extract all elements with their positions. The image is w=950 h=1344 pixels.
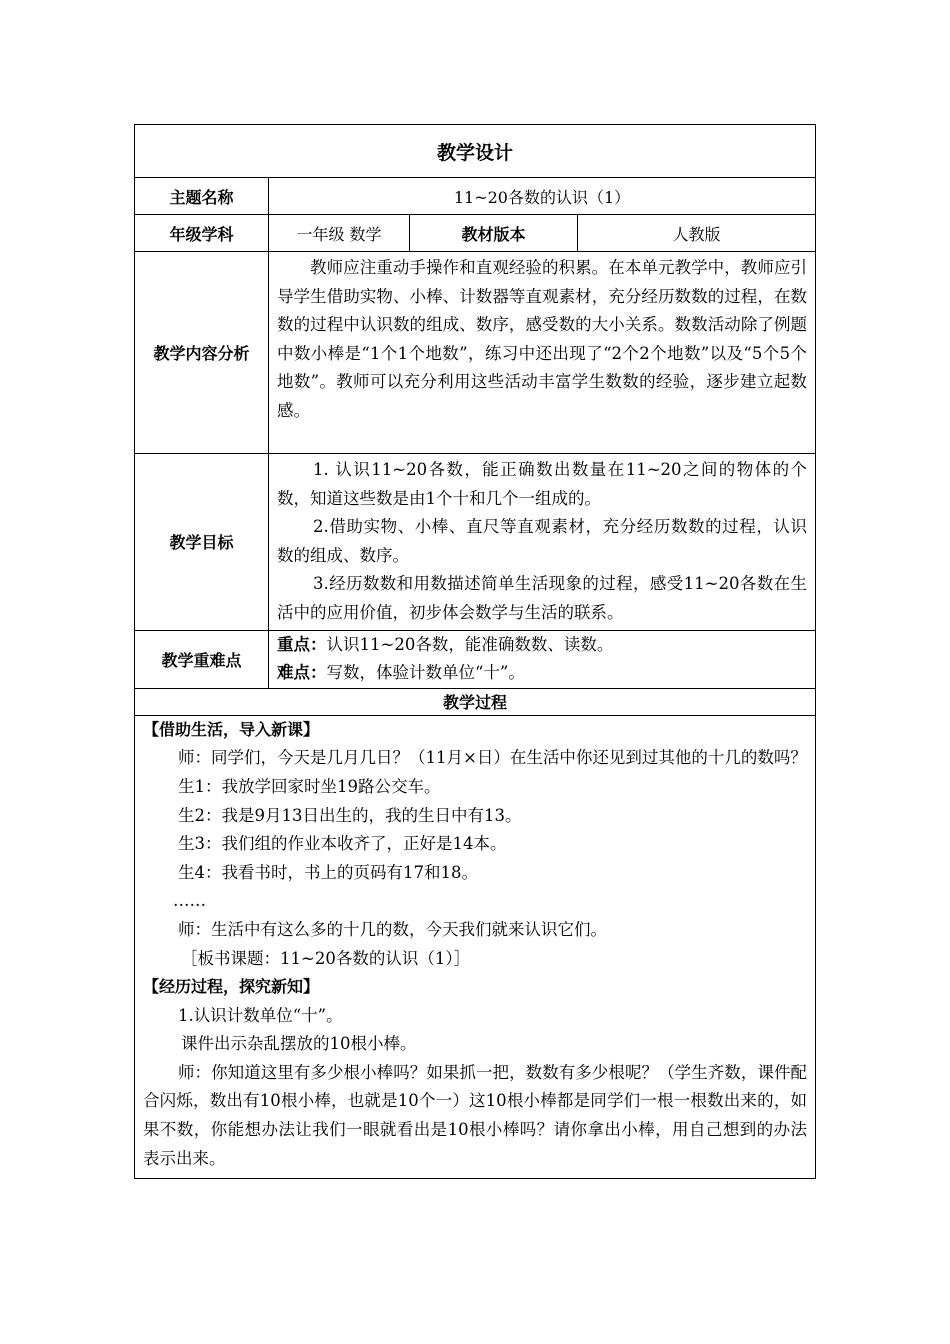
goal-item-1: 1. 认识11~20各数，能正确数出数量在11~20之间的物体的个数，知道这些数是由1个十和几个一组成的。: [277, 460, 808, 508]
edition-label: 教材版本: [410, 215, 578, 252]
section2-title: 【经历过程，探究新知】: [143, 977, 320, 997]
student-answer-3: 生3：我们组的作业本收齐了，正好是14本。: [178, 834, 507, 854]
ellipsis: ……: [173, 891, 206, 911]
key-text: 认识11~20各数，能准确数数、读数。: [326, 634, 614, 654]
goals-cell: [269, 454, 816, 631]
goal-item-3: 3.经历数数和用数描述简单生活现象的过程，感受11~20各数在生活中的应用价值，初步体会数学与生活的联系。: [277, 574, 808, 622]
teacher-question-2: 师：你知道这里有多少根小棒吗？如果抓一把，数数有多少根呢？（学生齐数，课件配合闪烁，数出有10根小棒，也就是10个一）这10根小棒都是同学们一根一根数出来的，如果不数，你能想办法让我们一眼就看出是10根小棒吗？请你拿出小棒，用自己想到的办法表示出来。: [143, 1062, 808, 1168]
topic-value: 11~20各数的认识（1）: [269, 178, 816, 215]
section1-title: 【借助生活，导入新课】: [143, 719, 320, 739]
courseware-text: 课件出示杂乱摆放的10根小棒。: [181, 1034, 417, 1054]
step-1: 1.认识计数单位“十”。: [178, 1005, 343, 1025]
student-answer-1: 生1：我放学回家时坐19路公交车。: [178, 776, 441, 796]
difficult-point: [277, 659, 807, 688]
difficult-text: 写数，体验计数单位“十”。: [326, 663, 525, 683]
grade-value: 一年级 数学: [269, 215, 410, 252]
topic-label: 主题名称: [135, 178, 269, 215]
lesson-design-table: [134, 124, 816, 1179]
teacher-summary: 师：生活中有这么多的十几的数，今天我们就来认识它们。: [178, 919, 607, 939]
student-answer-2: 生2：我是9月13日出生的，我的生日中有13。: [178, 805, 522, 825]
process-cell: [135, 715, 816, 1179]
keypoints-label: 教学重难点: [135, 630, 269, 688]
table-title: 教学设计: [135, 125, 816, 178]
key-point: [277, 631, 807, 660]
analysis-text: 教师应注重动手操作和直观经验的积累。在本单元教学中，教师应引导学生借助实物、小棒、计数器等直观素材，充分经历数数的过程，在数数的过程中认识数的组成、数序，感受数的大小关系。数数活动除了例题中数小棒是“1个1个地数”，练习中还出现了“2个2个地数”以及“5个5个地数”。教师可以充分利用这些活动丰富学生数数的经验，逐步建立起数感。: [277, 258, 808, 420]
student-answer-4: 生4：我看书时，书上的页码有17和18。: [178, 862, 478, 882]
process-title: 教学过程: [135, 688, 816, 715]
board-title: ［板书课题：11~20各数的认识（1）］: [181, 948, 471, 968]
difficult-prefix: 难点：: [277, 663, 327, 683]
goal-item-2: 2.借助实物、小棒、直尺等直观素材，充分经历数数的过程，认识数的组成、数序。: [277, 517, 808, 565]
goals-label: 教学目标: [135, 454, 269, 631]
analysis-cell: [269, 252, 816, 454]
grade-label: 年级学科: [135, 215, 269, 252]
analysis-label: 教学内容分析: [135, 252, 269, 454]
keypoints-cell: [269, 630, 816, 688]
edition-value: 人教版: [578, 215, 816, 252]
key-prefix: 重点：: [277, 634, 327, 654]
teacher-question-1: 师：同学们，今天是几月几日？（11月×日）在生活中你还见到过其他的十几的数吗？: [178, 748, 807, 768]
